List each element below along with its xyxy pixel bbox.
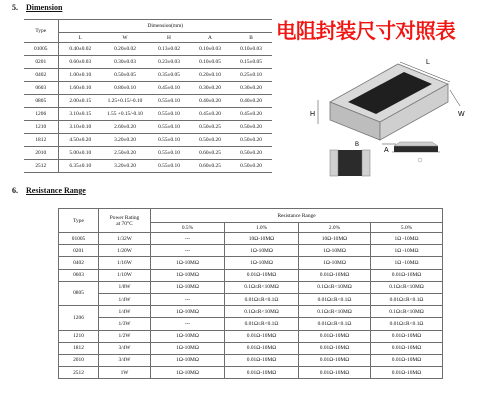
dimension-B-cell: 0.45±0.20 bbox=[230, 108, 272, 121]
resistance-range-cell: 1Ω -10MΩ bbox=[371, 245, 443, 257]
resistance-range-cell: 0.01Ω-10MΩ bbox=[299, 269, 371, 281]
resistance-range-cell: 0.01Ω≤R<0.1Ω bbox=[225, 318, 299, 330]
dimension-type-cell: 0603 bbox=[24, 82, 58, 95]
table-row bbox=[59, 245, 443, 257]
resistance-range-cell: 0.01Ω≤R<0.1Ω bbox=[299, 293, 371, 305]
table-row bbox=[59, 354, 443, 366]
dimension-H-cell: 0.55±0.10 bbox=[148, 134, 190, 147]
section-title: Resistance Range bbox=[26, 186, 86, 195]
resistance-range-cell: 0.01Ω-10MΩ bbox=[299, 354, 371, 366]
resistance-range-cell: --- bbox=[151, 233, 225, 245]
section-title: Dimension bbox=[26, 3, 63, 12]
resistance-range-cell: 0.01Ω≤R<0.1Ω bbox=[225, 293, 299, 305]
power-rating-cell: 3/4W bbox=[99, 354, 151, 366]
dimension-W-cell: 3.20±0.20 bbox=[102, 134, 148, 147]
dimension-col-L: L bbox=[58, 33, 102, 43]
resistance-type-cell: 0201 bbox=[59, 245, 99, 257]
dimension-A-cell: 0.40±0.20 bbox=[190, 95, 230, 108]
label-L: L bbox=[426, 59, 430, 66]
dimension-L-cell: 6.35±0.10 bbox=[58, 160, 102, 173]
resistance-range-cell: 1Ω -10MΩ bbox=[371, 257, 443, 269]
resistance-range-cell: 0.01Ω-10MΩ bbox=[299, 367, 371, 379]
dimension-B-cell: 0.50±0.20 bbox=[230, 160, 272, 173]
resistance-range-cell: 1Ω-10MΩ bbox=[151, 281, 225, 293]
dimension-L-cell: 1.60±0.10 bbox=[58, 82, 102, 95]
resistance-range-cell: 1Ω-10MΩ bbox=[225, 245, 299, 257]
dimension-A-cell: 0.10±0.03 bbox=[190, 43, 230, 56]
dimension-W-cell: 0.30±0.03 bbox=[102, 56, 148, 69]
resistance-range-cell: 1Ω-10MΩ bbox=[225, 257, 299, 269]
resistance-range-cell: 0.1Ω≤R<10MΩ bbox=[371, 281, 443, 293]
table-row bbox=[59, 233, 443, 245]
resistance-type-cell: 2010 bbox=[59, 354, 99, 366]
tolerance-header-2-0: 2.0% bbox=[299, 223, 371, 233]
dimension-B-cell: 0.10±0.03 bbox=[230, 43, 272, 56]
tolerance-header-0-5: 0.5% bbox=[151, 223, 225, 233]
resistance-range-cell: 1Ω-10MΩ bbox=[151, 269, 225, 281]
resistance-range-table bbox=[58, 208, 443, 379]
resistance-type-cell: 1206 bbox=[59, 306, 99, 330]
label-H: H bbox=[310, 111, 316, 118]
section-number: 5. bbox=[12, 3, 18, 12]
dimension-L-cell: 5.00±0.10 bbox=[58, 147, 102, 160]
resistance-group-header: Resistance Range bbox=[151, 209, 443, 223]
resistance-range-cell: 0.01Ω-10MΩ bbox=[299, 330, 371, 342]
dimension-group-header: Dimension(mm) bbox=[58, 20, 272, 33]
dimension-H-cell: 0.55±0.10 bbox=[148, 108, 190, 121]
table-row bbox=[59, 306, 443, 318]
tolerance-header-1-0: 1.0% bbox=[225, 223, 299, 233]
dimension-B-cell: 0.25±0.10 bbox=[230, 69, 272, 82]
table-row bbox=[24, 160, 272, 173]
tolerance-header-5-0: 5.0% bbox=[371, 223, 443, 233]
dimension-W-cell: 0.20±0.02 bbox=[102, 43, 148, 56]
dimension-L-cell: 1.00±0.10 bbox=[58, 69, 102, 82]
dimension-W-cell: 1.25+0.15/-0.10 bbox=[102, 95, 148, 108]
resistance-type-cell: 0603 bbox=[59, 269, 99, 281]
dimension-B-cell: 0.50±0.20 bbox=[230, 121, 272, 134]
resistance-range-cell: 1Ω-10MΩ bbox=[151, 342, 225, 354]
dimension-B-cell: 0.50±0.20 bbox=[230, 147, 272, 160]
dimension-H-cell: 0.55±0.10 bbox=[148, 147, 190, 160]
dimension-W-cell: 1.55 +0.15/-0.10 bbox=[102, 108, 148, 121]
dimension-type-cell: 2010 bbox=[24, 147, 58, 160]
dimension-H-cell: 0.13±0.02 bbox=[148, 43, 190, 56]
dimension-A-cell: 0.30±0.20 bbox=[190, 82, 230, 95]
dimension-A-cell: 0.60±0.25 bbox=[190, 147, 230, 160]
power-rating-cell: 1/20W bbox=[99, 245, 151, 257]
label-A: A bbox=[384, 147, 389, 154]
dimension-W-cell: 0.80±0.10 bbox=[102, 82, 148, 95]
dimension-A-cell: 0.50±0.20 bbox=[190, 134, 230, 147]
table-row bbox=[59, 257, 443, 269]
resistance-range-cell: 0.1Ω≤R<10MΩ bbox=[225, 306, 299, 318]
resistance-range-cell: 0.01Ω≤R<0.1Ω bbox=[371, 318, 443, 330]
dimension-H-cell: 0.55±0.10 bbox=[148, 121, 190, 134]
dimension-A-cell: 0.10±0.05 bbox=[190, 56, 230, 69]
dimension-type-cell: 0402 bbox=[24, 69, 58, 82]
resistance-range-cell: 0.1Ω≤R<10MΩ bbox=[225, 281, 299, 293]
dimension-W-cell: 0.50±0.05 bbox=[102, 69, 148, 82]
resistance-range-cell: 0.01Ω-10MΩ bbox=[225, 342, 299, 354]
chip-3d-view bbox=[318, 62, 460, 144]
resistance-range-cell: 1Ω -10MΩ bbox=[371, 233, 443, 245]
dimension-W-cell: 2.60±0.20 bbox=[102, 121, 148, 134]
dimension-type-cell: 0805 bbox=[24, 95, 58, 108]
power-rating-line2: at 70°C bbox=[116, 220, 133, 227]
resistance-range-cell: 1Ω-10MΩ bbox=[299, 257, 371, 269]
table-row bbox=[59, 318, 443, 330]
dimension-type-header: Type bbox=[24, 20, 58, 43]
resistance-range-cell: 1Ω-10MΩ bbox=[299, 245, 371, 257]
dimension-L-cell: 0.40±0.02 bbox=[58, 43, 102, 56]
dimension-col-H: H bbox=[148, 33, 190, 43]
power-rating-line1: Power Rating bbox=[109, 214, 140, 221]
dimension-W-cell: 3.20±0.20 bbox=[102, 160, 148, 173]
resistance-range-cell: 10Ω-10MΩ bbox=[225, 233, 299, 245]
power-rating-cell: 1/8W bbox=[99, 281, 151, 293]
resistance-range-cell: 0.01Ω≤R<0.1Ω bbox=[371, 293, 443, 305]
power-rating-cell: 1/3W bbox=[99, 318, 151, 330]
dimension-type-cell: 1206 bbox=[24, 108, 58, 121]
resistance-range-cell: 0.01Ω-10MΩ bbox=[371, 330, 443, 342]
label-W: W bbox=[458, 111, 465, 118]
dimension-col-B: B bbox=[230, 33, 272, 43]
dimension-B-cell: 0.50±0.20 bbox=[230, 134, 272, 147]
dimension-B-cell: 0.30±0.20 bbox=[230, 82, 272, 95]
resistor-chip-diagram bbox=[300, 44, 500, 184]
resistance-range-cell: 1Ω-10MΩ bbox=[151, 330, 225, 342]
dimension-H-cell: 0.55±0.10 bbox=[148, 160, 190, 173]
dimension-type-cell: 0201 bbox=[24, 56, 58, 69]
resistance-range-cell: 0.01Ω-10MΩ bbox=[371, 269, 443, 281]
table-row bbox=[24, 108, 272, 121]
resistance-range-cell: 0.01Ω-10MΩ bbox=[225, 367, 299, 379]
resistance-range-cell: 1Ω-10MΩ bbox=[151, 367, 225, 379]
dimension-L-cell: 3.10±0.15 bbox=[58, 108, 102, 121]
resistance-type-header: Type bbox=[59, 209, 99, 233]
resistance-range-cell: 0.01Ω-10MΩ bbox=[299, 342, 371, 354]
power-rating-header bbox=[99, 209, 151, 233]
dimension-H-cell: 0.55±0.10 bbox=[148, 95, 190, 108]
table-row bbox=[24, 95, 272, 108]
label-B: B bbox=[355, 142, 360, 148]
table-row bbox=[24, 43, 272, 56]
resistance-type-cell: 01005 bbox=[59, 233, 99, 245]
table-row bbox=[24, 134, 272, 147]
resistance-range-cell: 0.01Ω-10MΩ bbox=[371, 367, 443, 379]
resistance-type-cell: 1210 bbox=[59, 330, 99, 342]
table-row bbox=[59, 281, 443, 293]
resistance-range-cell: 1Ω-10MΩ bbox=[151, 354, 225, 366]
resistance-range-cell: 0.01Ω-10MΩ bbox=[225, 330, 299, 342]
table-row bbox=[59, 269, 443, 281]
dimension-A-cell: 0.60±0.25 bbox=[190, 160, 230, 173]
dimension-section-heading bbox=[12, 3, 62, 12]
dimension-H-cell: 0.23±0.03 bbox=[148, 56, 190, 69]
table-row bbox=[24, 82, 272, 95]
resistance-range-cell: 0.1Ω≤R<10MΩ bbox=[371, 306, 443, 318]
resistance-type-cell: 1812 bbox=[59, 342, 99, 354]
resistance-type-cell: 2512 bbox=[59, 367, 99, 379]
dimension-type-cell: 01005 bbox=[24, 43, 58, 56]
resistance-range-cell: 0.1Ω≤R<10MΩ bbox=[299, 306, 371, 318]
dimension-type-cell: 1210 bbox=[24, 121, 58, 134]
dimension-B-cell: 0.15±0.05 bbox=[230, 56, 272, 69]
resistance-range-cell: 0.01Ω-10MΩ bbox=[225, 269, 299, 281]
dimension-A-cell: 0.45±0.20 bbox=[190, 108, 230, 121]
package-size-banner: 电阻封装尺寸对照表 bbox=[276, 19, 456, 43]
power-rating-cell: 1/4W bbox=[99, 306, 151, 318]
dimension-L-cell: 3.10±0.10 bbox=[58, 121, 102, 134]
dimension-table bbox=[24, 19, 272, 173]
power-rating-cell: 1W bbox=[99, 367, 151, 379]
resistance-range-cell: 10Ω-10MΩ bbox=[299, 233, 371, 245]
dimension-type-cell: 2512 bbox=[24, 160, 58, 173]
chip-top-view bbox=[330, 150, 370, 176]
power-rating-cell: 1/2W bbox=[99, 330, 151, 342]
resistance-range-cell: --- bbox=[151, 293, 225, 305]
dimension-A-cell: 0.50±0.25 bbox=[190, 121, 230, 134]
dimension-type-cell: 1812 bbox=[24, 134, 58, 147]
resistance-range-cell: 0.01Ω-10MΩ bbox=[225, 354, 299, 366]
resistance-range-cell: --- bbox=[151, 245, 225, 257]
power-rating-cell: 3/4W bbox=[99, 342, 151, 354]
table-row bbox=[59, 330, 443, 342]
table-row bbox=[59, 367, 443, 379]
dimension-L-cell: 0.60±0.03 bbox=[58, 56, 102, 69]
resistance-section-heading bbox=[12, 186, 86, 195]
dimension-L-cell: 2.00±0.15 bbox=[58, 95, 102, 108]
resistance-type-cell: 0402 bbox=[59, 257, 99, 269]
table-row bbox=[24, 56, 272, 69]
dimension-H-cell: 0.45±0.10 bbox=[148, 82, 190, 95]
resistance-range-cell: 0.01Ω-10MΩ bbox=[371, 354, 443, 366]
resistance-type-cell: 0805 bbox=[59, 281, 99, 305]
resistance-range-cell: 1Ω-10MΩ bbox=[151, 257, 225, 269]
resistance-range-cell: 0.01Ω≤R<0.1Ω bbox=[299, 318, 371, 330]
table-row bbox=[59, 342, 443, 354]
dimension-W-cell: 2.50±0.20 bbox=[102, 147, 148, 160]
table-row bbox=[24, 121, 272, 134]
resistance-range-cell: 0.01Ω-10MΩ bbox=[371, 342, 443, 354]
table-row bbox=[24, 147, 272, 160]
dimension-L-cell: 4.50±0.20 bbox=[58, 134, 102, 147]
resistance-range-cell: 1Ω-10MΩ bbox=[151, 306, 225, 318]
power-rating-cell: 1/10W bbox=[99, 269, 151, 281]
chip-side-view bbox=[392, 142, 440, 162]
table-row bbox=[59, 293, 443, 305]
table-row bbox=[24, 69, 272, 82]
resistance-range-cell: --- bbox=[151, 318, 225, 330]
dimension-H-cell: 0.35±0.05 bbox=[148, 69, 190, 82]
dimension-B-cell: 0.40±0.20 bbox=[230, 95, 272, 108]
section-number: 6. bbox=[12, 186, 18, 195]
dimension-col-A: A bbox=[190, 33, 230, 43]
resistance-range-cell: 0.1Ω≤R<10MΩ bbox=[299, 281, 371, 293]
power-rating-cell: 1/32W bbox=[99, 233, 151, 245]
dimension-col-W: W bbox=[102, 33, 148, 43]
power-rating-cell: 1/16W bbox=[99, 257, 151, 269]
power-rating-cell: 1/4W bbox=[99, 293, 151, 305]
dimension-A-cell: 0.20±0.10 bbox=[190, 69, 230, 82]
